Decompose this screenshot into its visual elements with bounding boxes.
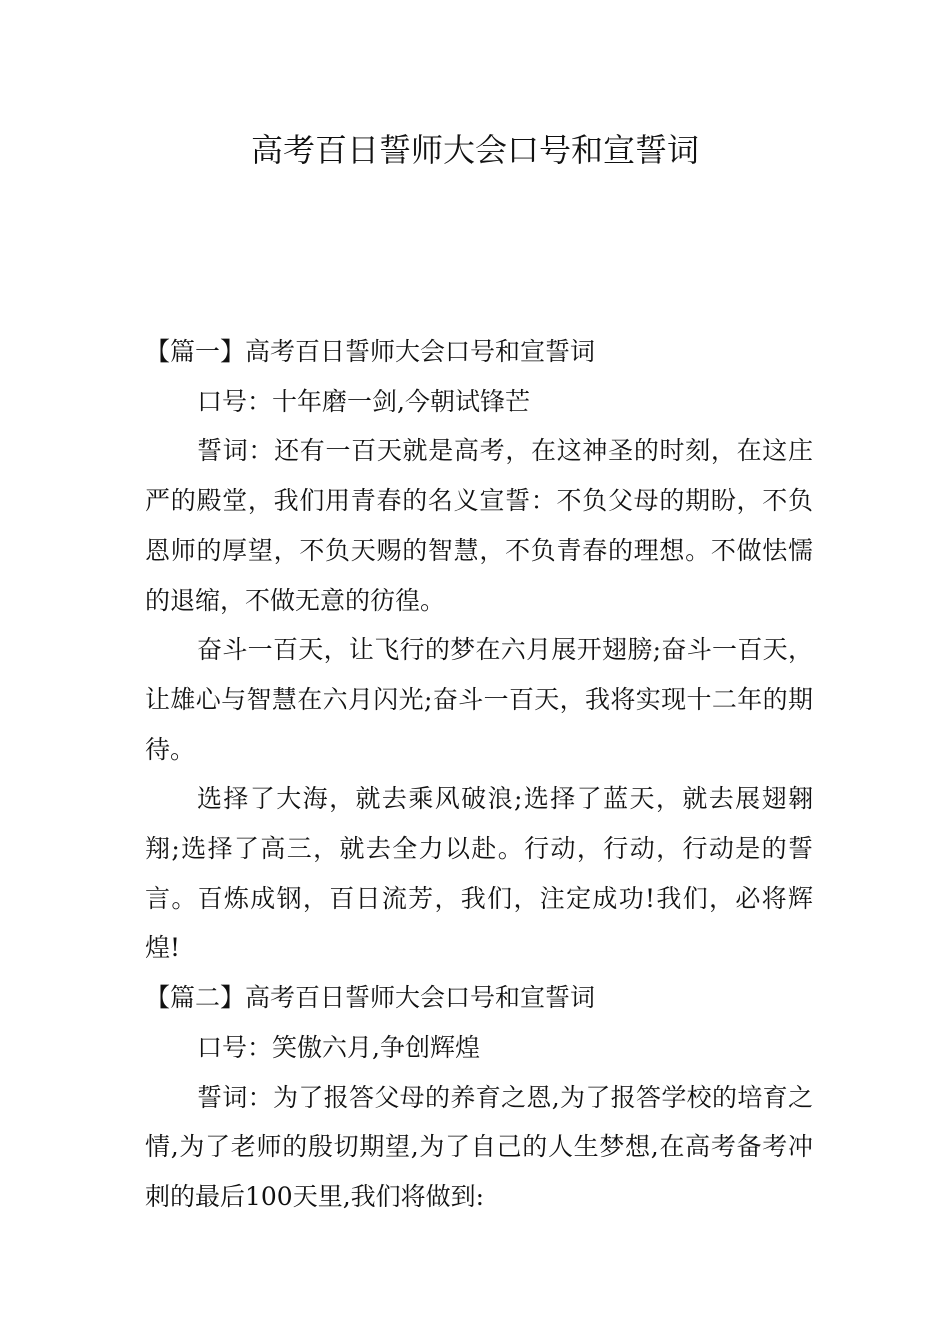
oath-paragraph-2: 誓词：为了报答父母的养育之恩,为了报答学校的培育之情,为了老师的殷切期望,为了自己的人生梦想,在高考备考冲刺的最后100天里,我们将做到: (145, 1082, 813, 1211)
body-paragraph-3: 选择了大海，就去乘风破浪;选择了蓝天，就去展翅翱翔;选择了高三，就去全力以赴。行动，行动，行动是的誓言。百炼成钢，百日流芳，我们，注定成功!我们，必将辉煌! (145, 784, 813, 963)
document-title: 高考百日誓师大会口号和宣誓词 (250, 131, 699, 169)
section-heading-2: 【篇二】高考百日誓师大会口号和宣誓词 (145, 983, 596, 1013)
oath-paragraph-1: 誓词：还有一百天就是高考，在这神圣的时刻，在这庄严的殿堂，我们用青春的名义宣誓：不负父母的期盼，不负恩师的厚望，不负天赐的智慧，不负青春的理想。不做怯懦的退缩，不做无意的彷徨。 (145, 436, 813, 615)
document-body (145, 327, 813, 1222)
slogan-paragraph-1: 口号：十年磨一剑,今朝试锋芒 (197, 386, 530, 416)
section-heading-1: 【篇一】高考百日誓师大会口号和宣誓词 (145, 337, 596, 366)
slogan-paragraph-2: 口号：笑傲六月,争创辉煌 (197, 1032, 480, 1062)
body-paragraph-2: 奋斗一百天，让飞行的梦在六月展开翅膀;奋斗一百天，让雄心与智慧在六月闪光;奋斗一百天，我将实现十二年的期待。 (145, 635, 813, 764)
